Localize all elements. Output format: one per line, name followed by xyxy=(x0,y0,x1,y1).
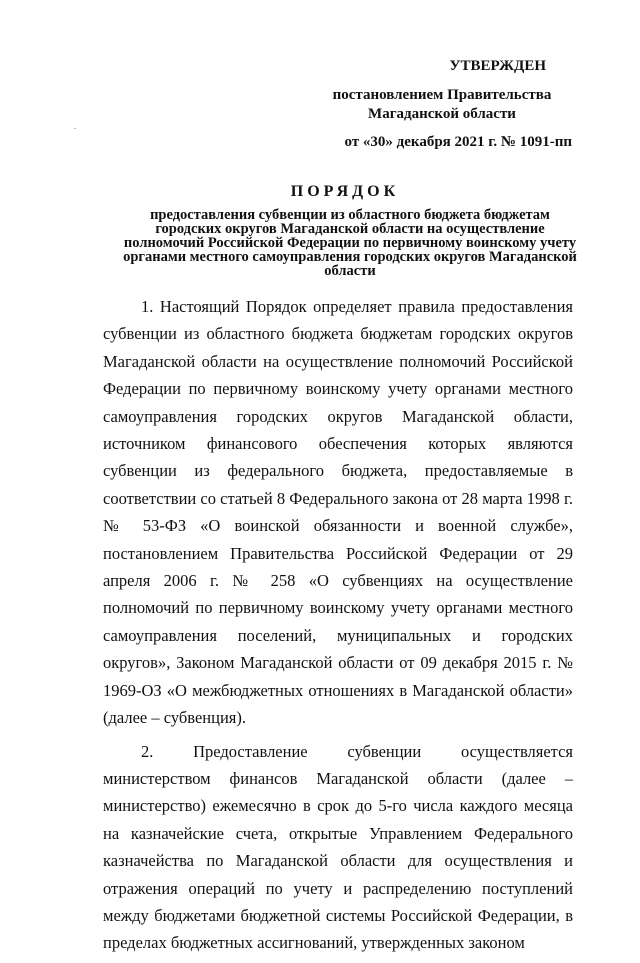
document-title: ПОРЯДОК xyxy=(290,183,400,200)
paragraph-2: 2. Предоставление субвенции осуществляется министерством финансов Магаданской области (далее – министерство) ежемесячно в срок до 5-го числа каждого месяца на казначейские счета, открытые Управлением Федерального казначейства по Магаданской области для осуществления и отражения операций по учету и распределению поступлений между бюджетами бюджетной системы Российской Федерации, в пределах бюджетных ассигнований, утвержденных законом xyxy=(103,741,573,953)
approval-block xyxy=(312,57,572,152)
subtitle-line-1: предоставления субвенции из областного бюджета бюджетам xyxy=(150,207,550,223)
scan-mark xyxy=(74,128,76,129)
approval-heading: УТВЕРЖДЕН xyxy=(449,58,546,74)
approval-line-2: Магаданской области xyxy=(368,106,516,122)
approval-date: от «30» декабря 2021 г. № 1091-пп xyxy=(344,134,572,150)
subtitle-line-3: полномочий Российской Федерации по первичному воинскому учету xyxy=(123,235,577,251)
subtitle-line-5: области xyxy=(324,263,376,279)
document-subtitle xyxy=(110,208,590,278)
paragraph-1: 1. Настоящий Порядок определяет правила предоставления субвенции из областного бюджета бюджетам городских округов Магаданской области на осуществление полномочий Российской Федерации по первичному воинскому учету органами местного самоуправления городских округов Магаданской области, источником финансового обеспечения которых являются субвенции из федерального бюджета, предоставляемые в соответствии со статьей 8 Федерального закона от 28 марта 1998 г. № 53-ФЗ «О воинской обязанности и военной службе», постановлением Правительства Российской Федерации от 29 апреля 2006 г. № 258 «О субвенциях на осуществление полномочий по первичному воинскому учету органами местного самоуправления поселений, муниципальных и городских округов», Законом Магаданской области от 09 декабря 2015 г. № 1969-ОЗ «О межбюджетных отношениях в Магаданской области» (далее – субвенция). xyxy=(103,297,573,728)
approval-line-1: постановлением Правительства xyxy=(332,87,552,103)
subtitle-line-2: городских округов Магаданской области на осуществление xyxy=(155,221,545,237)
subtitle-line-4: органами местного самоуправления городских округов Магаданской xyxy=(123,249,577,265)
document-body xyxy=(103,293,573,963)
